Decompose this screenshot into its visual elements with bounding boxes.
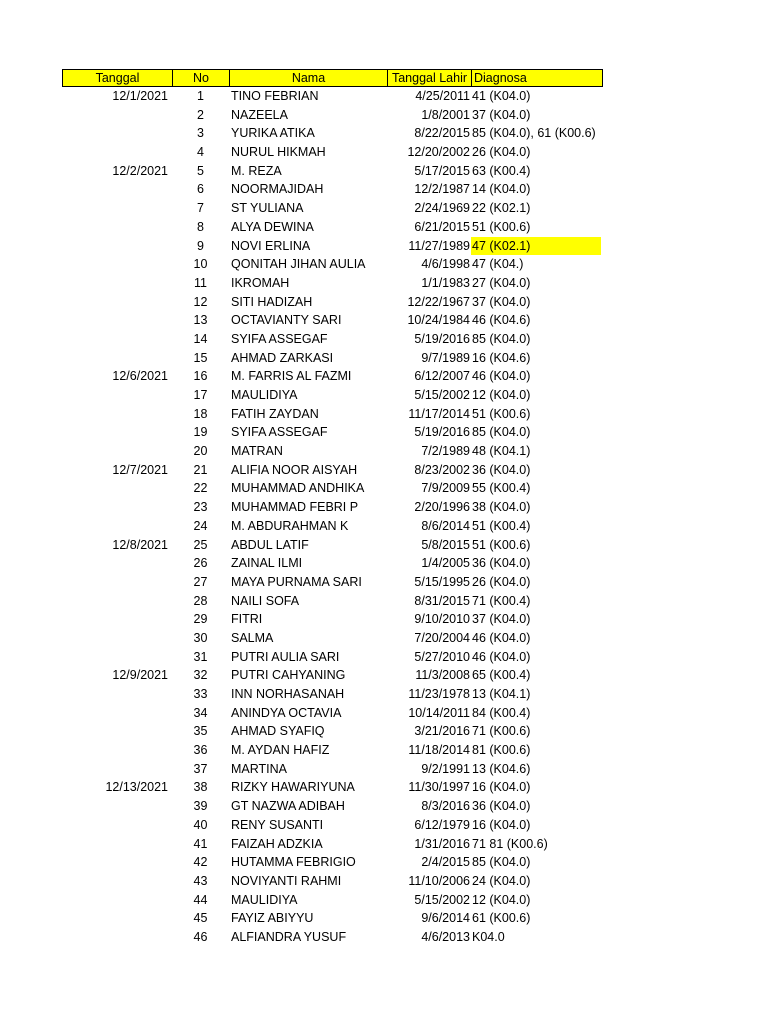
cell-no[interactable]: 40 (193, 817, 208, 832)
cell-tanggal-lahir[interactable]: 2/20/1996 (414, 500, 470, 515)
table-row (62, 405, 603, 424)
cell-tanggal-lahir[interactable]: 5/15/1995 (414, 574, 470, 589)
cell-tanggal-lahir[interactable]: 10/24/1984 (407, 313, 470, 328)
cell-diagnosa[interactable]: 71 (K00.4) (472, 593, 531, 608)
table-row (62, 237, 603, 256)
cell-tanggal-lahir[interactable]: 5/15/2002 (414, 388, 470, 402)
cell-diagnosa[interactable]: 71 81 (K00.6) (472, 836, 548, 851)
cell-tanggal[interactable] (62, 423, 172, 442)
cell-no[interactable]: 35 (193, 724, 208, 739)
cell-diagnosa[interactable]: 81 (K00.6) (472, 743, 531, 758)
cell-tanggal-lahir[interactable]: 11/30/1997 (408, 780, 470, 795)
table-row (62, 704, 603, 723)
cell-tanggal-lahir[interactable]: 2/4/2015 (421, 855, 470, 870)
cell-tanggal[interactable] (62, 909, 172, 928)
cell-tanggal-lahir[interactable]: 4/6/2013 (421, 929, 470, 944)
cell-no[interactable]: 2 (197, 107, 204, 122)
table-row (62, 349, 603, 368)
cell-no[interactable]: 15 (193, 350, 208, 365)
cell-no[interactable]: 25 (193, 537, 208, 552)
table-row (62, 274, 603, 293)
cell-tanggal-lahir[interactable]: 8/23/2002 (414, 462, 470, 477)
cell-tanggal[interactable] (62, 255, 172, 274)
cell-no[interactable]: 20 (193, 444, 208, 459)
patient-sheet (62, 69, 603, 947)
cell-tanggal-lahir[interactable]: 5/15/2002 (414, 892, 470, 907)
cell-diagnosa[interactable]: 13 (K04.6) (472, 761, 531, 776)
cell-tanggal[interactable] (62, 124, 172, 143)
cell-diagnosa[interactable]: 71 (K00.6) (472, 724, 531, 739)
cell-tanggal-lahir[interactable]: 12/22/1967 (407, 294, 470, 309)
cell-no[interactable]: 8 (197, 219, 204, 234)
cell-diagnosa[interactable]: 51 (K00.6) (472, 219, 531, 234)
cell-no[interactable]: 34 (193, 705, 208, 720)
cell-tanggal[interactable] (62, 872, 172, 891)
cell-no[interactable]: 17 (193, 388, 208, 402)
cell-diagnosa[interactable]: 51 (K00.6) (472, 537, 531, 552)
cell-tanggal[interactable]: 12/9/2021 (112, 668, 168, 683)
table-row (62, 592, 603, 611)
cell-nama[interactable]: YURIKA ATIKA (231, 126, 315, 141)
table-row (62, 909, 603, 928)
table-row (62, 816, 603, 835)
table-row (62, 461, 603, 480)
cell-no[interactable]: 45 (193, 911, 208, 926)
cell-tanggal[interactable] (62, 648, 172, 667)
cell-no[interactable]: 39 (193, 799, 208, 814)
cell-diagnosa[interactable]: 46 (K04.0) (472, 630, 531, 645)
cell-tanggal-lahir[interactable]: 7/9/2009 (421, 481, 470, 496)
table-row (62, 218, 603, 237)
cell-tanggal[interactable] (62, 592, 172, 611)
cell-nama[interactable]: SALMA (231, 630, 274, 645)
cell-diagnosa[interactable]: 36 (K04.0) (472, 462, 531, 477)
cell-nama[interactable]: MATRAN (231, 444, 283, 459)
table-row (62, 536, 603, 555)
cell-nama[interactable]: OCTAVIANTY SARI (231, 313, 342, 328)
cell-tanggal-lahir[interactable]: 10/14/2011 (408, 705, 470, 720)
cell-diagnosa[interactable]: 16 (K04.0) (472, 780, 531, 795)
cell-nama[interactable]: GT NAZWA ADIBAH (231, 799, 345, 814)
cell-tanggal[interactable] (62, 311, 172, 330)
cell-tanggal-lahir[interactable]: 12/2/1987 (414, 182, 470, 197)
cell-tanggal[interactable] (62, 573, 172, 592)
table-row (62, 872, 603, 891)
cell-tanggal[interactable] (62, 835, 172, 854)
cell-diagnosa[interactable]: 13 (K04.1) (472, 687, 531, 701)
cell-diagnosa[interactable]: 63 (K00.4) (472, 163, 531, 178)
cell-tanggal[interactable] (62, 442, 172, 461)
table-row (62, 797, 603, 816)
cell-tanggal[interactable] (62, 760, 172, 779)
cell-diagnosa[interactable]: 12 (K04.0) (472, 388, 531, 402)
header-tanggal[interactable]: Tanggal (63, 70, 173, 86)
cell-tanggal-lahir[interactable]: 5/8/2015 (421, 537, 470, 552)
cell-nama[interactable]: MAYA PURNAMA SARI (231, 574, 362, 589)
cell-tanggal[interactable] (62, 143, 172, 162)
cell-tanggal[interactable]: 12/13/2021 (105, 780, 168, 795)
table-row (62, 666, 603, 685)
cell-diagnosa[interactable]: 61 (K00.6) (472, 911, 531, 926)
cell-tanggal[interactable] (62, 610, 172, 629)
table-row (62, 87, 603, 106)
cell-no[interactable]: 6 (197, 182, 204, 197)
cell-tanggal[interactable] (62, 106, 172, 125)
cell-tanggal[interactable]: 12/1/2021 (112, 89, 168, 103)
cell-tanggal[interactable] (62, 629, 172, 648)
table-row (62, 293, 603, 312)
cell-no[interactable]: 37 (193, 761, 208, 776)
cell-tanggal-lahir[interactable]: 1/31/2016 (414, 836, 470, 851)
cell-tanggal-lahir[interactable]: 2/24/1969 (414, 201, 470, 216)
cell-no[interactable]: 42 (193, 855, 208, 870)
table-row (62, 367, 603, 386)
cell-no[interactable]: 30 (193, 630, 208, 645)
cell-tanggal[interactable] (62, 405, 172, 424)
cell-nama[interactable]: RIZKY HAWARIYUNA (231, 780, 355, 795)
cell-diagnosa[interactable]: 51 (K00.4) (472, 518, 531, 533)
cell-nama[interactable]: PUTRI CAHYANING (231, 668, 346, 683)
table-row (62, 853, 603, 872)
cell-tanggal-lahir[interactable]: 8/22/2015 (414, 126, 470, 141)
cell-diagnosa[interactable]: 47 (K02.1) (471, 237, 601, 256)
cell-nama[interactable]: MARTINA (231, 761, 288, 776)
cell-no[interactable]: 16 (193, 369, 208, 384)
table-row (62, 928, 603, 947)
cell-diagnosa[interactable]: 46 (K04.6) (472, 313, 531, 328)
cell-tanggal-lahir[interactable]: 9/7/1989 (421, 350, 470, 365)
cell-no[interactable]: 3 (197, 126, 204, 141)
cell-diagnosa[interactable]: 12 (K04.0) (472, 892, 531, 907)
table-row (62, 255, 603, 274)
cell-no[interactable]: 27 (193, 574, 208, 589)
cell-no[interactable]: 19 (193, 425, 208, 440)
cell-no[interactable]: 36 (193, 743, 208, 758)
cell-tanggal-lahir[interactable]: 9/6/2014 (421, 911, 470, 926)
cell-nama[interactable]: MAULIDIYA (231, 388, 298, 402)
cell-diagnosa[interactable]: 27 (K04.0) (472, 275, 531, 290)
cell-tanggal-lahir[interactable]: 5/19/2016 (414, 425, 470, 440)
cell-tanggal-lahir[interactable]: 3/21/2016 (414, 724, 470, 739)
cell-nama[interactable]: FATIH ZAYDAN (231, 406, 319, 421)
cell-diagnosa[interactable]: 16 (K04.0) (472, 817, 531, 832)
cell-diagnosa[interactable]: 26 (K04.0) (472, 145, 531, 160)
cell-tanggal-lahir[interactable]: 1/1/1983 (421, 275, 470, 290)
cell-tanggal[interactable] (62, 349, 172, 368)
cell-diagnosa[interactable]: 22 (K02.1) (472, 201, 531, 216)
cell-tanggal[interactable] (62, 722, 172, 741)
cell-nama[interactable]: NURUL HIKMAH (231, 145, 326, 160)
table-row (62, 199, 603, 218)
cell-no[interactable]: 10 (193, 257, 208, 272)
cell-nama[interactable]: MUHAMMAD ANDHIKA (231, 481, 365, 496)
table-row (62, 891, 603, 910)
cell-tanggal-lahir[interactable]: 4/25/2011 (415, 89, 470, 103)
cell-diagnosa[interactable]: 85 (K04.0), 61 (K00.6) (472, 126, 596, 141)
table-row (62, 423, 603, 442)
cell-tanggal[interactable] (62, 218, 172, 237)
cell-tanggal[interactable] (62, 704, 172, 723)
cell-diagnosa[interactable]: 85 (K04.0) (472, 855, 531, 870)
cell-no[interactable]: 13 (193, 313, 208, 328)
cell-no[interactable]: 46 (193, 929, 208, 944)
table-row (62, 180, 603, 199)
cell-tanggal[interactable]: 12/6/2021 (112, 369, 168, 384)
header-no[interactable]: No (173, 70, 230, 86)
cell-diagnosa[interactable]: 46 (K04.0) (472, 369, 531, 384)
header-tanggal-lahir[interactable]: Tanggal Lahir (388, 70, 472, 86)
cell-tanggal[interactable] (62, 498, 172, 517)
cell-tanggal-lahir[interactable]: 7/20/2004 (414, 630, 470, 645)
cell-no[interactable]: 44 (193, 892, 208, 907)
header-nama[interactable]: Nama (230, 70, 388, 86)
cell-no[interactable]: 33 (193, 687, 208, 701)
cell-nama[interactable]: M. AYDAN HAFIZ (231, 743, 330, 758)
cell-tanggal-lahir[interactable]: 6/12/1979 (414, 817, 470, 832)
cell-diagnosa[interactable]: 85 (K04.0) (472, 425, 531, 440)
cell-nama[interactable]: NOVI ERLINA (231, 238, 311, 253)
cell-nama[interactable]: SYIFA ASSEGAF (231, 425, 328, 440)
cell-tanggal-lahir[interactable]: 1/8/2001 (421, 107, 470, 122)
cell-tanggal-lahir[interactable]: 5/27/2010 (414, 649, 470, 664)
cell-no[interactable]: 14 (193, 331, 208, 346)
cell-tanggal[interactable] (62, 853, 172, 872)
table-row (62, 554, 603, 573)
cell-tanggal-lahir[interactable]: 4/6/1998 (421, 257, 470, 272)
cell-no[interactable]: 31 (193, 649, 208, 664)
cell-tanggal-lahir[interactable]: 11/17/2014 (408, 406, 470, 421)
cell-tanggal[interactable] (62, 180, 172, 199)
table-row (62, 330, 603, 349)
cell-no[interactable]: 21 (193, 462, 208, 477)
cell-nama[interactable]: AHMAD ZARKASI (231, 350, 334, 365)
table-row (62, 162, 603, 181)
cell-no[interactable]: 43 (193, 873, 208, 888)
table-row (62, 311, 603, 330)
cell-nama[interactable]: NAZEELA (231, 107, 288, 122)
cell-tanggal-lahir[interactable]: 8/3/2016 (421, 799, 470, 814)
cell-no[interactable]: 38 (193, 780, 208, 795)
cell-nama[interactable]: QONITAH JIHAN AULIA (231, 257, 366, 272)
table-row (62, 629, 603, 648)
cell-nama[interactable]: M. ABDURAHMAN K (231, 518, 349, 533)
cell-diagnosa[interactable]: 47 (K04.) (472, 257, 524, 272)
cell-diagnosa[interactable]: 24 (K04.0) (472, 873, 531, 888)
cell-diagnosa[interactable]: 37 (K04.0) (472, 107, 531, 122)
cell-tanggal[interactable]: 12/2/2021 (112, 163, 168, 178)
cell-nama[interactable]: ALIFIA NOOR AISYAH (231, 462, 358, 477)
header-diagnosa[interactable]: Diagnosa (474, 71, 527, 85)
cell-nama[interactable]: HUTAMMA FEBRIGIO (231, 855, 356, 870)
cell-no[interactable]: 18 (193, 406, 208, 421)
cell-nama[interactable]: RENY SUSANTI (231, 817, 324, 832)
cell-diagnosa[interactable]: 85 (K04.0) (472, 331, 531, 346)
cell-diagnosa[interactable]: 37 (K04.0) (472, 612, 531, 627)
table-row (62, 835, 603, 854)
cell-no[interactable]: 23 (193, 500, 208, 515)
cell-tanggal-lahir[interactable]: 11/18/2014 (408, 743, 470, 758)
cell-diagnosa[interactable]: 16 (K04.6) (472, 350, 531, 365)
cell-tanggal-lahir[interactable]: 8/6/2014 (421, 518, 470, 533)
cell-diagnosa[interactable]: 37 (K04.0) (472, 294, 531, 309)
table-row (62, 517, 603, 536)
table-row (62, 442, 603, 461)
table-row (62, 479, 603, 498)
cell-no[interactable]: 5 (197, 163, 204, 178)
table-row (62, 722, 603, 741)
cell-tanggal-lahir[interactable]: 5/17/2015 (414, 163, 470, 178)
cell-no[interactable]: 22 (193, 481, 208, 496)
cell-tanggal-lahir[interactable]: 1/4/2005 (421, 556, 470, 571)
cell-tanggal[interactable] (62, 293, 172, 312)
cell-tanggal[interactable] (62, 554, 172, 573)
cell-tanggal-lahir[interactable]: 7/2/1989 (421, 444, 470, 459)
cell-no[interactable]: 9 (197, 238, 204, 253)
header-row (62, 69, 603, 87)
cell-no[interactable]: 24 (193, 518, 208, 533)
cell-diagnosa[interactable]: 26 (K04.0) (472, 574, 531, 589)
cell-nama[interactable]: FITRI (231, 612, 263, 627)
cell-nama[interactable]: ANINDYA OCTAVIA (231, 705, 342, 720)
cell-tanggal[interactable] (62, 479, 172, 498)
table-row (62, 386, 603, 405)
cell-tanggal-lahir[interactable]: 11/27/1989 (408, 238, 470, 253)
cell-nama[interactable]: NOORMAJIDAH (231, 182, 324, 197)
cell-no[interactable]: 12 (193, 294, 208, 309)
cell-nama[interactable]: FAIZAH ADZKIA (231, 836, 323, 851)
cell-tanggal-lahir[interactable]: 6/21/2015 (414, 219, 470, 234)
cell-tanggal[interactable]: 12/7/2021 (112, 462, 168, 477)
cell-tanggal[interactable] (62, 517, 172, 536)
cell-diagnosa[interactable]: 84 (K00.4) (472, 705, 531, 720)
cell-tanggal[interactable] (62, 928, 172, 947)
cell-nama[interactable]: MAULIDIYA (231, 892, 298, 907)
cell-tanggal[interactable] (62, 199, 172, 218)
cell-nama[interactable]: INN NORHASANAH (231, 687, 345, 701)
table-row (62, 106, 603, 125)
table-row (62, 610, 603, 629)
cell-no[interactable]: 26 (193, 556, 208, 571)
cell-diagnosa[interactable]: 48 (K04.1) (472, 444, 531, 459)
cell-no[interactable]: 4 (197, 145, 204, 160)
cell-tanggal-lahir[interactable]: 9/10/2010 (414, 612, 470, 627)
cell-diagnosa[interactable]: 46 (K04.0) (472, 649, 531, 664)
cell-nama[interactable]: M. REZA (231, 163, 282, 178)
table-row (62, 741, 603, 760)
cell-nama[interactable]: M. FARRIS AL FAZMI (231, 369, 352, 384)
cell-tanggal[interactable] (62, 330, 172, 349)
cell-tanggal-lahir[interactable]: 12/20/2002 (407, 145, 470, 160)
cell-nama[interactable]: SITI HADIZAH (231, 294, 313, 309)
table-row (62, 573, 603, 592)
cell-diagnosa[interactable]: 51 (K00.6) (472, 406, 531, 421)
cell-tanggal[interactable] (62, 797, 172, 816)
cell-no[interactable]: 1 (197, 89, 204, 103)
cell-nama[interactable]: FAYIZ ABIYYU (231, 911, 314, 926)
cell-tanggal[interactable] (62, 685, 172, 704)
table-row (62, 143, 603, 162)
cell-nama[interactable]: NAILI SOFA (231, 593, 300, 608)
cell-nama[interactable]: ST YULIANA (231, 201, 304, 216)
cell-nama[interactable]: PUTRI AULIA SARI (231, 649, 340, 664)
cell-tanggal[interactable] (62, 891, 172, 910)
table-row (62, 124, 603, 143)
data-rows (62, 87, 603, 947)
cell-tanggal-lahir[interactable]: 6/12/2007 (414, 369, 470, 384)
table-row (62, 778, 603, 797)
cell-nama[interactable]: ABDUL LATIF (231, 537, 309, 552)
cell-diagnosa[interactable]: 36 (K04.0) (472, 556, 531, 571)
cell-diagnosa[interactable]: 36 (K04.0) (472, 799, 531, 814)
cell-no[interactable]: 11 (194, 275, 207, 290)
cell-no[interactable]: 29 (193, 612, 208, 627)
table-row (62, 760, 603, 779)
cell-tanggal-lahir[interactable]: 11/10/2006 (408, 873, 470, 888)
cell-nama[interactable]: MUHAMMAD FEBRI P (231, 500, 359, 515)
table-row (62, 685, 603, 704)
cell-tanggal[interactable]: 12/8/2021 (112, 537, 168, 552)
cell-nama[interactable]: IKROMAH (231, 275, 290, 290)
cell-diagnosa[interactable]: K04.0 (472, 929, 505, 944)
cell-tanggal-lahir[interactable]: 11/23/1978 (408, 687, 470, 701)
cell-diagnosa[interactable]: 14 (K04.0) (472, 182, 531, 197)
cell-tanggal-lahir[interactable]: 8/31/2015 (414, 593, 470, 608)
cell-nama[interactable]: AHMAD SYAFIQ (231, 724, 325, 739)
cell-no[interactable]: 7 (197, 201, 204, 216)
cell-diagnosa[interactable]: 55 (K00.4) (472, 481, 531, 496)
cell-nama[interactable]: ZAINAL ILMI (231, 556, 303, 571)
cell-nama[interactable]: NOVIYANTI RAHMI (231, 873, 342, 888)
cell-tanggal[interactable] (62, 274, 172, 293)
cell-tanggal[interactable] (62, 237, 172, 256)
cell-nama[interactable]: ALYA DEWINA (231, 219, 314, 234)
cell-tanggal-lahir[interactable]: 9/2/1991 (421, 761, 470, 776)
cell-diagnosa[interactable]: 41 (K04.0) (472, 89, 531, 103)
cell-nama[interactable]: SYIFA ASSEGAF (231, 331, 328, 346)
cell-no[interactable]: 41 (193, 836, 208, 851)
cell-tanggal[interactable] (62, 816, 172, 835)
cell-no[interactable]: 28 (193, 593, 208, 608)
cell-diagnosa[interactable]: 38 (K04.0) (472, 500, 531, 515)
cell-tanggal-lahir[interactable]: 11/3/2008 (415, 668, 470, 683)
cell-tanggal-lahir[interactable]: 5/19/2016 (414, 331, 470, 346)
table-row (62, 498, 603, 517)
cell-tanggal[interactable] (62, 741, 172, 760)
cell-tanggal[interactable] (62, 386, 172, 405)
cell-nama[interactable]: TINO FEBRIAN (231, 89, 319, 103)
cell-nama[interactable]: ALFIANDRA YUSUF (231, 929, 347, 944)
table-row (62, 648, 603, 667)
cell-no[interactable]: 32 (193, 668, 208, 683)
cell-diagnosa[interactable]: 65 (K00.4) (472, 668, 531, 683)
